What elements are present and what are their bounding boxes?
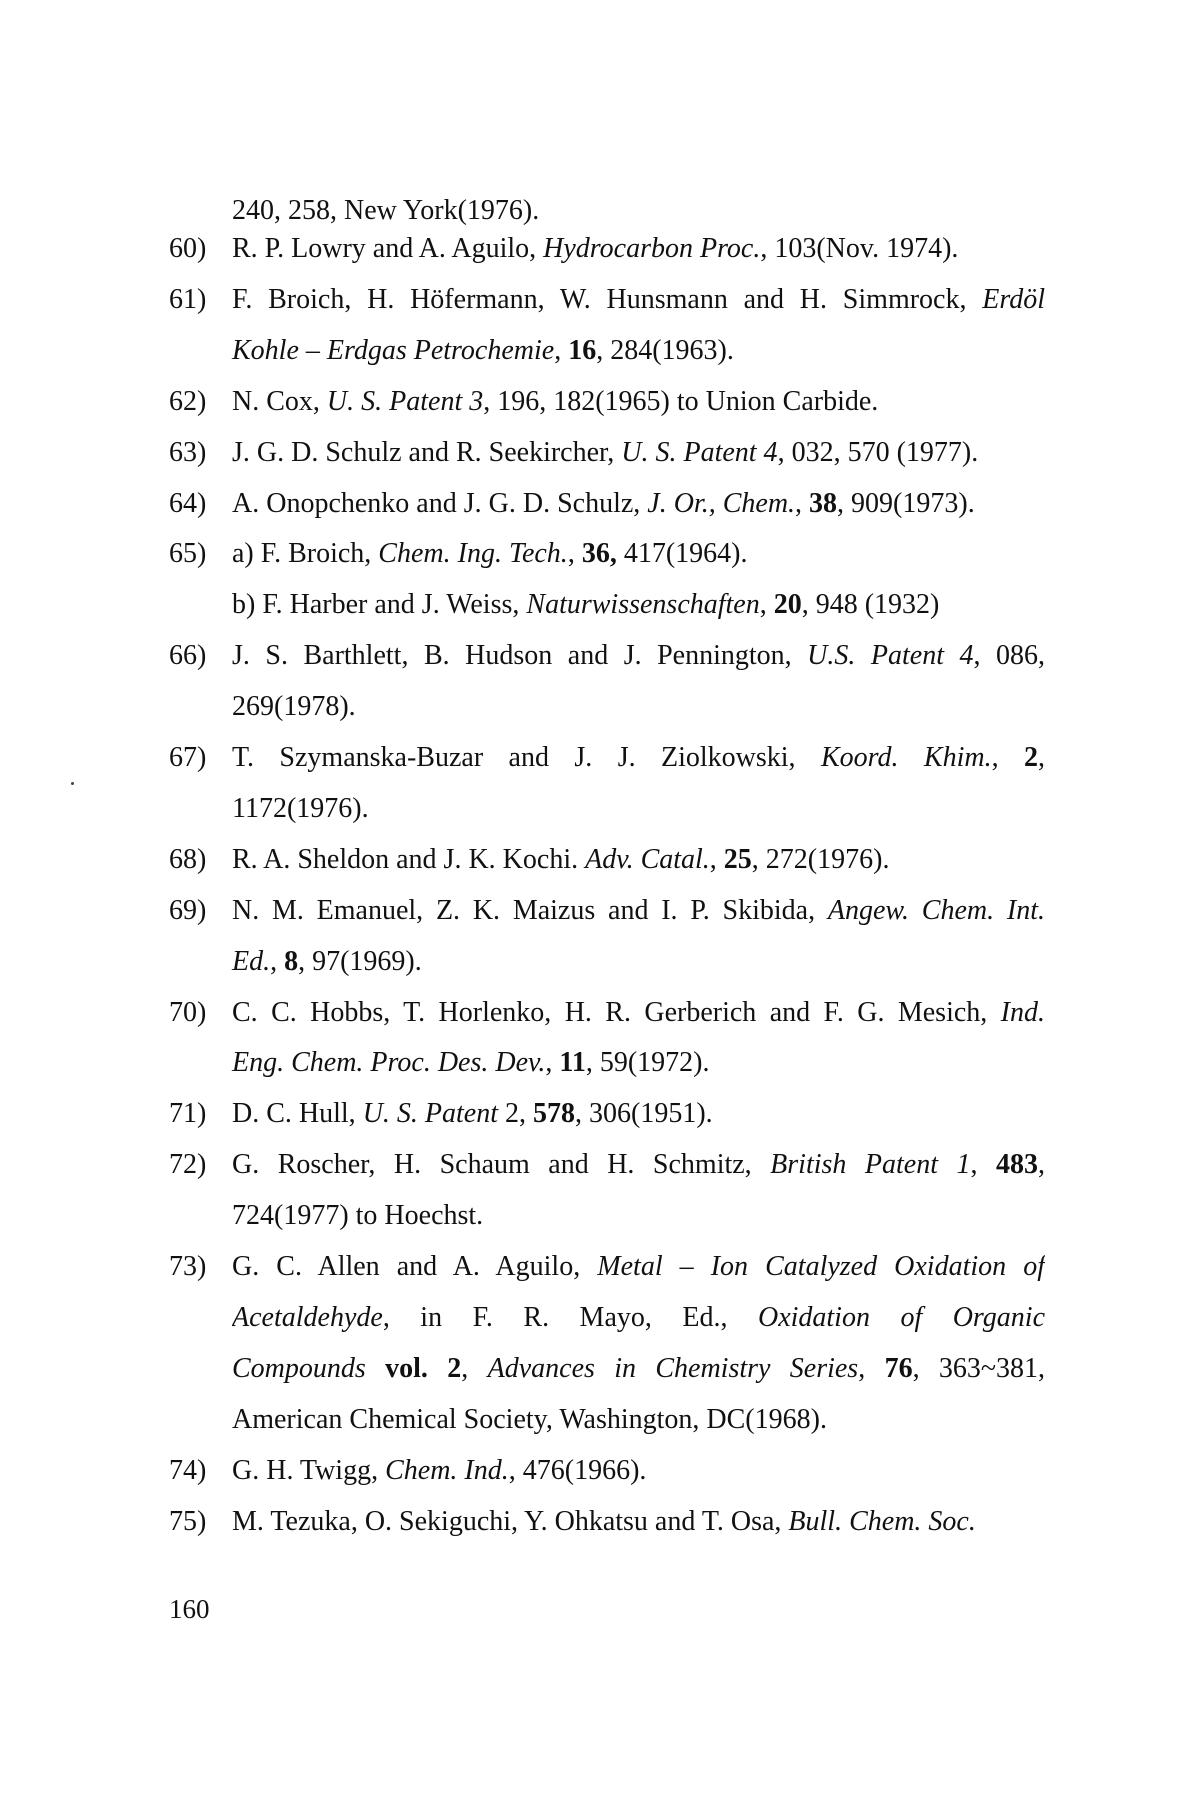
text: b) F. Harber and J. Weiss,: [232, 589, 527, 620]
reference-line: [232, 1242, 1045, 1292]
bold-text: 11: [559, 1047, 586, 1078]
text: ,: [545, 1047, 560, 1078]
italic-text: Ind.: [1000, 997, 1045, 1028]
reference-number: 68): [169, 844, 207, 875]
italic-text: Erdöl: [982, 284, 1045, 315]
text: T. Szymanska-Buzar and J. J. Ziolkowski,: [232, 742, 821, 773]
text: 1172(1976).: [232, 793, 369, 824]
reference-number: 66): [169, 640, 207, 671]
text: , 476(1966).: [508, 1455, 647, 1486]
bold-text: 16: [568, 335, 597, 366]
reference-line: [232, 1293, 1045, 1343]
bold-text: 578: [533, 1098, 575, 1129]
text: ,: [991, 742, 1025, 773]
bold-text: 25: [723, 844, 752, 875]
text: D. C. Hull,: [232, 1098, 363, 1129]
text: 2,: [498, 1098, 533, 1129]
bold-text: 8: [284, 946, 299, 977]
text: , 909(1973).: [837, 488, 975, 519]
text: 269(1978).: [232, 691, 356, 722]
italic-text: Bull. Chem. Soc.: [788, 1506, 976, 1537]
text: ,: [709, 844, 724, 875]
italic-text: Adv. Catal.: [585, 844, 710, 875]
text: G. Roscher, H. Schaum and H. Schmitz,: [232, 1149, 771, 1180]
reference-line: [232, 326, 1045, 376]
reference-line: [232, 937, 1045, 987]
reference-number: 60): [169, 233, 207, 264]
reference-number: 75): [169, 1506, 207, 1537]
reference-number: 71): [169, 1098, 207, 1129]
text: , 59(1972).: [585, 1047, 710, 1078]
reference-line: [232, 529, 1045, 579]
reference-line: [232, 1038, 1045, 1088]
text: [366, 1353, 385, 1384]
reference-line: [232, 733, 1045, 783]
text: ,: [567, 538, 582, 569]
reference-number: 74): [169, 1455, 207, 1486]
reference-line: [232, 1395, 1045, 1445]
reference-number: 69): [169, 895, 207, 926]
italic-text: Eng. Chem. Proc. Des. Dev.: [232, 1047, 546, 1078]
text: , 196, 182(1965) to Union Carbide.: [483, 386, 879, 417]
scan-speck: [71, 782, 74, 785]
text: G. H. Twigg,: [232, 1455, 386, 1486]
text: ,: [858, 1353, 885, 1384]
text: , 948 (1932): [801, 589, 940, 620]
text: G. C. Allen and A. Aguilo,: [232, 1251, 598, 1282]
text: , 97(1969).: [298, 946, 422, 977]
reference-number: 73): [169, 1251, 207, 1282]
bold-text: 36,: [581, 538, 617, 569]
italic-text: Chem. Ing. Tech.: [378, 538, 568, 569]
reference-line: [232, 1344, 1045, 1394]
reference-number: 64): [169, 488, 207, 519]
text: , 284(1963).: [596, 335, 734, 366]
bold-text: vol. 2: [385, 1353, 462, 1384]
bold-text: 38: [809, 488, 838, 519]
italic-text: U. S. Patent: [362, 1098, 498, 1129]
italic-text: Metal – Ion Catalyzed Oxidation of: [597, 1251, 1045, 1282]
reference-line: [232, 1191, 1045, 1241]
italic-text: Kohle – Erdgas Petrochemie: [232, 335, 555, 366]
reference-line: [232, 428, 1045, 478]
text: ,: [1038, 742, 1045, 773]
reference-line: [232, 784, 1045, 834]
reference-number: 61): [169, 284, 207, 315]
text: ,: [759, 589, 774, 620]
bold-text: 2: [1024, 742, 1039, 773]
italic-text: U. S. Patent 3: [326, 386, 484, 417]
italic-text: Hydrocarbon Proc.: [543, 233, 761, 264]
reference-number: 72): [169, 1149, 207, 1180]
italic-text: Chem. Ind.: [385, 1455, 509, 1486]
text: 417(1964).: [616, 538, 748, 569]
italic-text: Acetaldehyde: [232, 1302, 383, 1333]
text: ,: [461, 1353, 488, 1384]
bold-text: 76: [884, 1353, 913, 1384]
text: , in F. R. Mayo, Ed.,: [382, 1302, 758, 1333]
text: , 272(1976).: [751, 844, 890, 875]
reference-line: [232, 479, 1045, 529]
reference-line: [232, 377, 1045, 427]
reference-number: 63): [169, 437, 207, 468]
page-number: 160: [169, 1594, 210, 1624]
reference-line: [232, 1497, 1045, 1547]
text: C. C. Hobbs, T. Horlenko, H. R. Gerberich and F. G. Mesich,: [232, 997, 1001, 1028]
text: N. Cox,: [232, 386, 327, 417]
italic-text: British Patent 1: [770, 1149, 971, 1180]
text: , 032, 570 (1977).: [777, 437, 979, 468]
italic-text: Angew. Chem. Int.: [827, 895, 1045, 926]
reference-line: [232, 224, 1045, 274]
reference-number: 65): [169, 538, 207, 569]
text: 240, 258, New York(1976).: [232, 195, 540, 226]
reference-line: [232, 1089, 1045, 1139]
italic-text: Naturwissenschaften: [526, 589, 760, 620]
text: R. P. Lowry and A. Aguilo,: [232, 233, 544, 264]
reference-line: [232, 988, 1045, 1038]
reference-line: [232, 631, 1045, 681]
text: 724(1977) to Hoechst.: [232, 1200, 484, 1231]
italic-text: Advances in Chemistry Series: [487, 1353, 859, 1384]
text: American Chemical Society, Washington, DC(1968).: [232, 1404, 827, 1435]
text: J. S. Barthlett, B. Hudson and J. Pennington,: [232, 640, 808, 671]
italic-text: Compounds: [232, 1353, 366, 1384]
text: ,: [270, 946, 285, 977]
text: ,: [554, 335, 569, 366]
reference-number: 70): [169, 997, 207, 1028]
text: , 363~381,: [912, 1353, 1045, 1384]
text: R. A. Sheldon and J. K. Kochi.: [232, 844, 586, 875]
italic-text: Oxidation of Organic: [757, 1302, 1045, 1333]
italic-text: Ed.: [232, 946, 271, 977]
text: M. Tezuka, O. Sekiguchi, Y. Ohkatsu and T. Osa,: [232, 1506, 789, 1537]
text: a) F. Broich,: [232, 538, 379, 569]
reference-line: [232, 1140, 1045, 1190]
text: A. Onopchenko and J. G. D. Schulz,: [232, 488, 648, 519]
italic-text: J. Or., Chem.: [647, 488, 796, 519]
text: , 086,: [973, 640, 1045, 671]
text: J. G. D. Schulz and R. Seekircher,: [232, 437, 622, 468]
reference-line: [232, 835, 1045, 885]
bold-text: 20: [773, 589, 802, 620]
text: , 306(1951).: [575, 1098, 713, 1129]
reference-number: 67): [169, 742, 207, 773]
reference-line: [232, 682, 1045, 732]
text: ,: [970, 1149, 996, 1180]
reference-number: 62): [169, 386, 207, 417]
reference-line: [232, 886, 1045, 936]
text: ,: [795, 488, 810, 519]
italic-text: U.S. Patent 4: [807, 640, 974, 671]
reference-line: [232, 580, 1045, 630]
reference-line: [232, 1446, 1045, 1496]
italic-text: U. S. Patent 4: [621, 437, 778, 468]
text: ,: [1038, 1149, 1045, 1180]
bold-text: 483: [996, 1149, 1038, 1180]
text: , 103(Nov. 1974).: [760, 233, 959, 264]
text: N. M. Emanuel, Z. K. Maizus and I. P. Skibida,: [232, 895, 828, 926]
reference-line: [232, 275, 1045, 325]
text: F. Broich, H. Höfermann, W. Hunsmann and H. Simmrock,: [232, 284, 983, 315]
italic-text: Koord. Khim.: [820, 742, 992, 773]
